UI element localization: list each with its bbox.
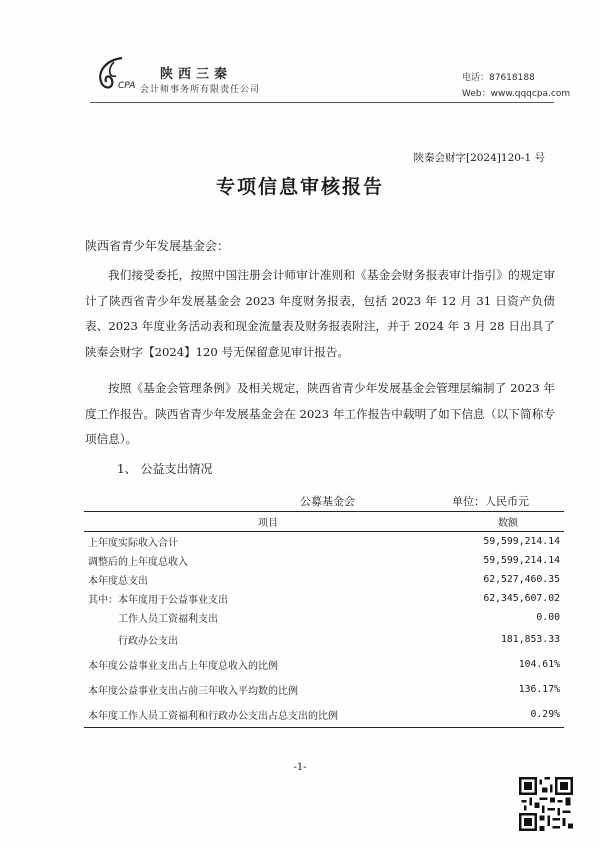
report-title: 专项信息审核报告 bbox=[215, 176, 384, 198]
paragraph-text: 按照《基金会管理条例》及相关规定，陕西省青少年发展基金会管理层编制了 2023 年度工作报告。陕西省青少年发展基金会在 2023 年工作报告中载明了如下信息（以下简称专项信息）。 bbox=[85, 381, 555, 446]
row-value: 0.00 bbox=[536, 612, 560, 623]
row-label: 行政办公支出 bbox=[118, 636, 178, 647]
row-label: 本年度公益事业支出占上年度总收入的比例 bbox=[88, 661, 278, 672]
row-value: 181,853.33 bbox=[501, 634, 560, 645]
table-row bbox=[84, 608, 564, 627]
row-label: 其中：本年度用于公益事业支出 bbox=[88, 595, 228, 606]
row-label: 工作人员工资福利支出 bbox=[118, 614, 218, 625]
section-title: 1、 公益支出情况 bbox=[117, 462, 213, 476]
phone-text: 电话：87618188 bbox=[462, 73, 535, 83]
reference-number: 陕秦会财字[2024]120-1 号 bbox=[413, 152, 545, 164]
row-label: 本年度工作人员工资福利和行政办公支出占总支出的比例 bbox=[84, 702, 452, 728]
letterhead-divider bbox=[90, 102, 554, 103]
row-label: 本年度公益事业支出占前三年收入平均数的比例 bbox=[88, 686, 298, 697]
table-row bbox=[84, 532, 564, 552]
logo-text: CPA bbox=[118, 81, 136, 91]
table-row bbox=[84, 589, 564, 608]
firm-full-name: 会计师事务所有限责任公司 bbox=[140, 85, 261, 95]
cpa-logo-icon bbox=[92, 54, 138, 94]
row-label: 上年度实际收入合计 bbox=[88, 538, 178, 549]
expense-table bbox=[84, 511, 564, 728]
table-row bbox=[84, 677, 564, 702]
table-caption: 公募基金会 bbox=[300, 495, 355, 508]
row-value: 62,527,460.35 bbox=[483, 574, 560, 585]
table-unit: 单位：人民币元 bbox=[452, 495, 529, 508]
web-text: Web：www.qqqcpa.com bbox=[462, 89, 571, 99]
qr-code-icon bbox=[519, 777, 573, 831]
table-row bbox=[84, 551, 564, 570]
table-row bbox=[84, 627, 564, 652]
row-value: 136.17% bbox=[518, 684, 560, 695]
table-row bbox=[84, 702, 564, 728]
column-header-item: 项目 bbox=[84, 512, 452, 532]
firm-name: 陕西三秦 bbox=[160, 67, 233, 82]
table-row bbox=[84, 570, 564, 589]
row-label: 调整后的上年度总收入 bbox=[88, 557, 188, 568]
row-value: 59,599,214.14 bbox=[483, 536, 560, 547]
table-row bbox=[84, 652, 564, 677]
body-paragraph-2 bbox=[85, 376, 555, 453]
row-value: 0.29% bbox=[452, 702, 564, 728]
row-value: 62,345,607.02 bbox=[483, 593, 560, 604]
body-paragraph-1 bbox=[85, 263, 555, 365]
row-value: 104.61% bbox=[518, 659, 560, 670]
page-number: -1- bbox=[293, 762, 307, 773]
paragraph-text: 我们接受委托，按照中国注册会计师审计准则和《基金会财务报表审计指引》的规定审计了陕西省青少年发展基金会 2023 年度财务报表，包括 2023 年 12 月 31 日资产负债表、2023 年度业务活动表和现金流量表及财务报表附注，并于 2024 年 3 月 28 日出具了陕秦会财字【2024】120 号无保留意见审计报告。 bbox=[85, 268, 555, 359]
row-label: 本年度总支出 bbox=[88, 576, 148, 587]
salutation: 陕西省青少年发展基金会： bbox=[85, 239, 230, 253]
row-value: 59,599,214.14 bbox=[483, 555, 560, 566]
column-header-amount: 数额 bbox=[452, 512, 564, 532]
